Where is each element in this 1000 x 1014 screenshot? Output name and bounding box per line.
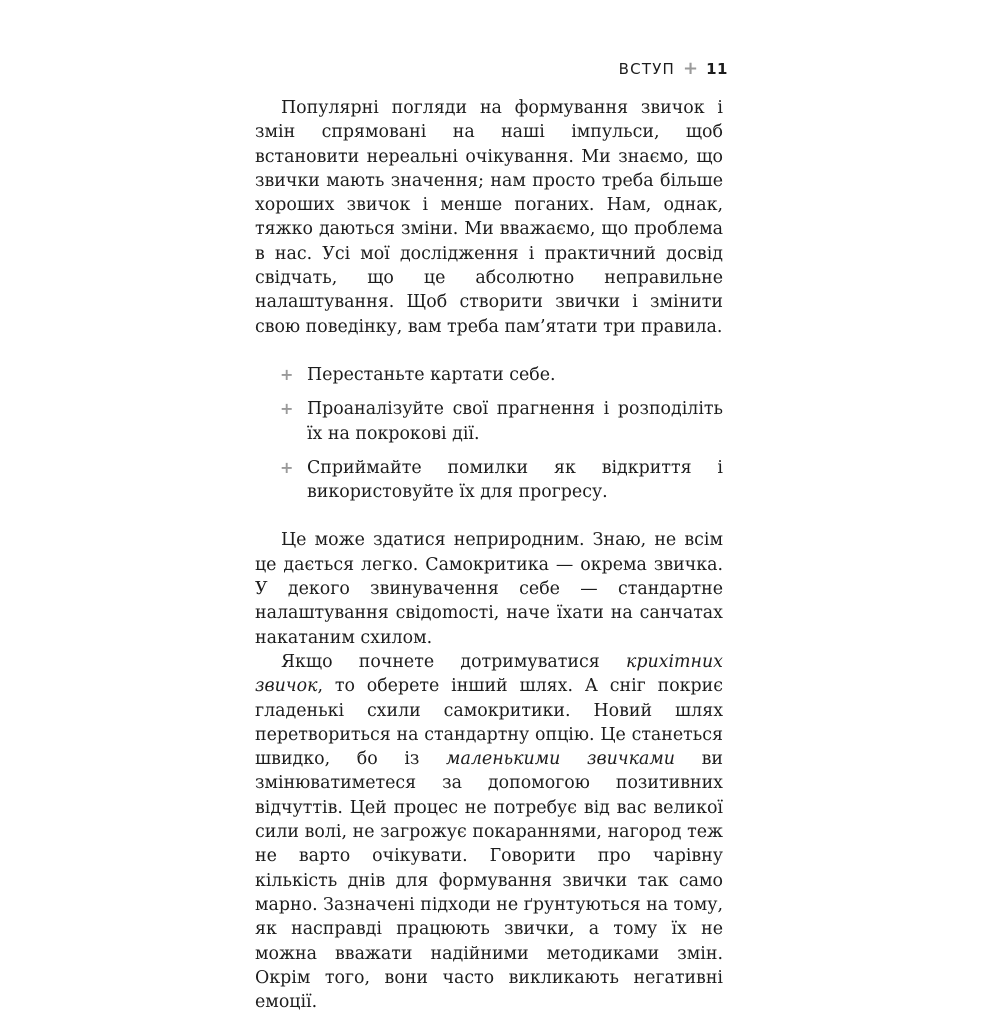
paragraph-tiny-habits — [255, 650, 723, 1014]
rules-list — [255, 363, 723, 504]
rule-item — [280, 456, 723, 505]
rule-text: Проаналізуйте свої прагнення і розподіліть їх на покрокові дії. — [307, 399, 723, 444]
paragraph-text: Якщо почнете дотримуватися — [281, 651, 626, 672]
paragraph-text: , то оберете інший шлях. А сніг покриє гладенькі схили самокритики. Новий шлях перетвориться на стандартну опцію. Це станеться швидко, бо із — [255, 676, 723, 770]
page-body — [255, 96, 723, 1014]
emphasis-tiny-habits: крихітних звичок — [255, 651, 723, 697]
emphasis-small-habits: маленькими звичками — [446, 749, 675, 770]
rule-text: Сприймайте помилки як відкриття і використовуйте їх для прогресу. — [307, 457, 723, 503]
plus-bullet-icon: + — [280, 399, 294, 419]
plus-icon: + — [683, 58, 699, 79]
running-header — [619, 58, 728, 79]
plus-bullet-icon: + — [280, 457, 294, 477]
section-title: ВСТУП — [618, 59, 676, 78]
page-number: 11 — [706, 59, 728, 78]
paragraph-text: ви змінюватиметеся за допомогою позитивних відчуттів. Цей процес не потребує від вас великої сили волі, не загрожує покараннями, нагород теж не варто очікувати. Говорити про чарівну кількість днів для формування звички так само марно. Зазначені підходи не ґрунтуються на тому, як насправді працюють звички, а тому їх не можна вважати надійними методиками змін. Окрім того, вони часто викликають негативні емоції. — [255, 749, 723, 1013]
rule-item — [280, 363, 723, 387]
rule-item — [280, 397, 723, 446]
rule-text: Перестаньте картати себе. — [307, 364, 556, 385]
plus-bullet-icon: + — [280, 364, 294, 384]
paragraph-self-criticism: Це може здатися неприродним. Знаю, не всім це дається легко. Самокритика — окрема звичка. У декого звинувачення себе — стандартне налаштування свідоmості, наче їхати на санчатах накатаним схилом. — [255, 530, 723, 648]
paragraph-intro: Популярні погляди на формування звичок і змін спрямовані на наші імпульси, щоб встановити нереальні очікування. Ми знаємо, що звички мають значення; нам просто треба більше хороших звичок і менше поганих. Нам, однак, тяжко даються зміни. Ми вважаємо, що проблема в нас. Усі мої дослідження і практичний досвід свідчать, що це абсолютно неправильне налаштування. Щоб створити звички і змінити свою поведінку, вам треба пам’ятати три правила. — [255, 98, 723, 337]
